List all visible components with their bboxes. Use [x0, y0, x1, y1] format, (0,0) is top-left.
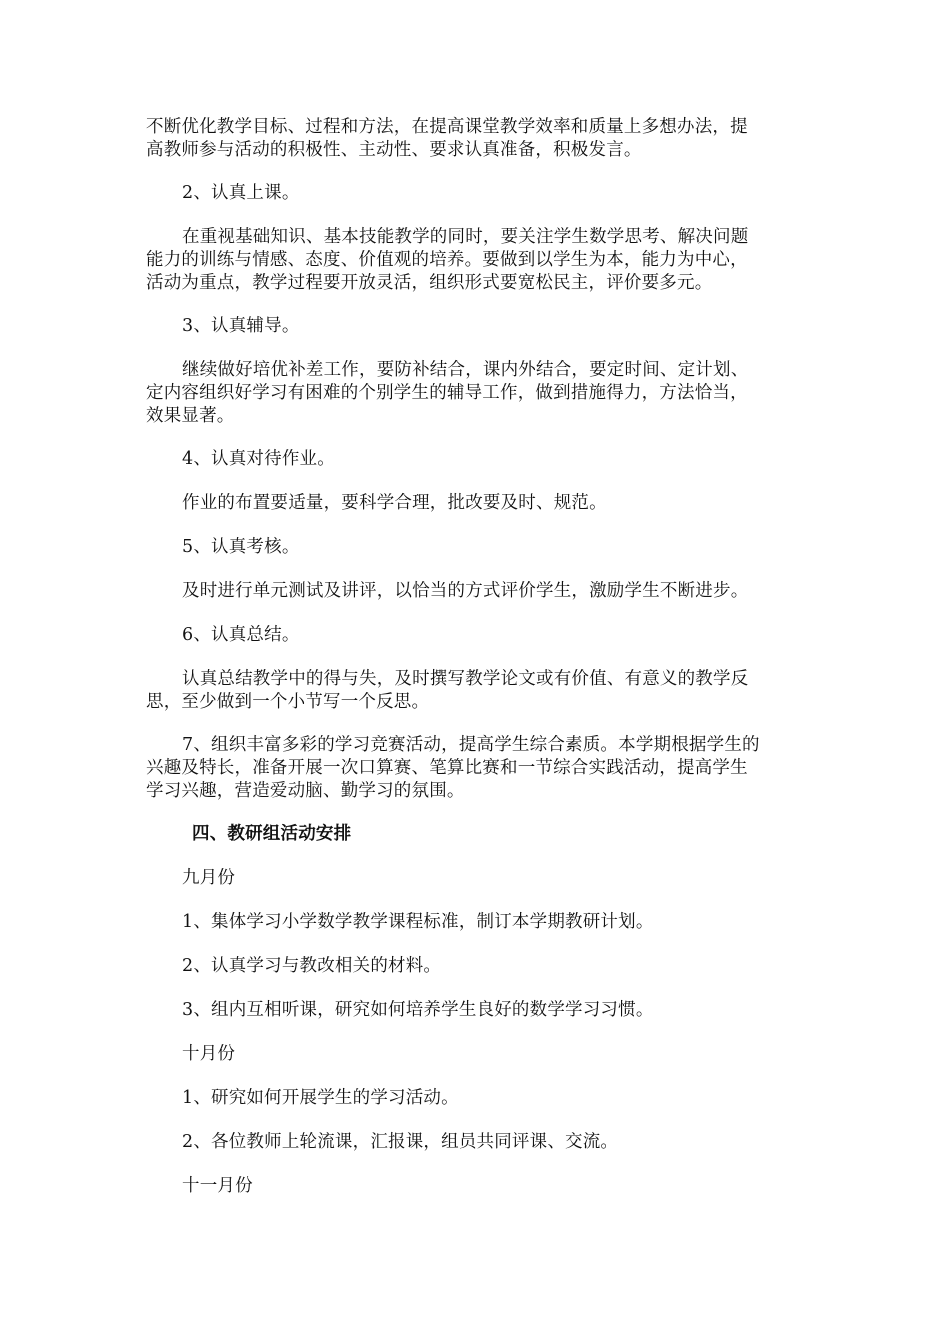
- heading-text: 四、教研组活动安排: [192, 824, 352, 844]
- month-september: [146, 867, 806, 890]
- text-line: 能力的训练与情感、态度、价值观的培养。要做到以学生为本，能力为中心，: [146, 250, 748, 270]
- text-line: 5、认真考核。: [182, 537, 300, 557]
- text-line: 认真总结教学中的得与失，及时撰写教学论文或有价值、有意义的教学反: [182, 669, 749, 689]
- text-line: 九月份: [182, 868, 236, 888]
- paragraph-tutoring-details: [146, 359, 806, 428]
- month-november: [146, 1175, 806, 1198]
- text-line: 思，至少做到一个小节写一个反思。: [146, 692, 430, 712]
- item-summary: [146, 624, 806, 647]
- text-line: 十一月份: [182, 1176, 253, 1196]
- list-item: [146, 1131, 806, 1154]
- paragraph-assessment-details: [146, 580, 806, 603]
- text-line: 定内容组织好学习有困难的个别学生的辅导工作，做到措施得力，方法恰当，: [146, 383, 748, 403]
- item-homework: [146, 448, 806, 471]
- paragraph-homework-details: [146, 492, 806, 515]
- text-line: 7、组织丰富多彩的学习竞赛活动，提高学生综合素质。本学期根据学生的: [182, 735, 760, 755]
- text-line: 十月份: [182, 1044, 236, 1064]
- text-line: 效果显著。: [146, 406, 235, 426]
- item-assessment: [146, 536, 806, 559]
- text-line: 2、认真上课。: [182, 183, 300, 203]
- text-line: 及时进行单元测试及讲评，以恰当的方式评价学生，激励学生不断进步。: [182, 581, 749, 601]
- paragraph-teaching-focus: [146, 226, 806, 295]
- paragraph-competition-activities: [146, 734, 806, 803]
- text-line: 学习兴趣，营造爱动脑、勤学习的氛围。: [146, 781, 465, 801]
- text-line: 高教师参与活动的积极性、主动性、要求认真准备，积极发言。: [146, 140, 642, 160]
- text-line: 兴趣及特长，准备开展一次口算赛、笔算比赛和一节综合实践活动，提高学生: [146, 758, 748, 778]
- text-line: 1、研究如何开展学生的学习活动。: [182, 1088, 459, 1108]
- paragraph-summary-details: [146, 668, 806, 714]
- document-page: [146, 116, 806, 1219]
- text-line: 不断优化教学目标、过程和方法，在提高课堂教学效率和质量上多想办法，提: [146, 117, 748, 137]
- list-item: [146, 999, 806, 1022]
- paragraph-optimize-goals: [146, 116, 806, 162]
- text-line: 3、组内互相听课，研究如何培养学生良好的数学学习习惯。: [182, 1000, 654, 1020]
- item-careful-tutoring: [146, 315, 806, 338]
- text-line: 1、集体学习小学数学教学课程标准，制订本学期教研计划。: [182, 912, 654, 932]
- item-careful-teaching: [146, 182, 806, 205]
- text-line: 活动为重点，教学过程要开放灵活，组织形式要宽松民主，评价要多元。: [146, 273, 713, 293]
- text-line: 2、各位教师上轮流课，汇报课，组员共同评课、交流。: [182, 1132, 619, 1152]
- text-line: 2、认真学习与教改相关的材料。: [182, 956, 442, 976]
- text-line: 6、认真总结。: [182, 625, 300, 645]
- month-october: [146, 1043, 806, 1066]
- text-line: 在重视基础知识、基本技能教学的同时，要关注学生数学思考、解决问题: [182, 227, 749, 247]
- text-line: 3、认真辅导。: [182, 316, 300, 336]
- section-heading-activities: [146, 823, 806, 846]
- text-line: 继续做好培优补差工作，要防补结合，课内外结合，要定时间、定计划、: [182, 360, 749, 380]
- list-item: [146, 911, 806, 934]
- text-line: 4、认真对待作业。: [182, 449, 335, 469]
- list-item: [146, 1087, 806, 1110]
- list-item: [146, 955, 806, 978]
- text-line: 作业的布置要适量，要科学合理，批改要及时、规范。: [182, 493, 607, 513]
